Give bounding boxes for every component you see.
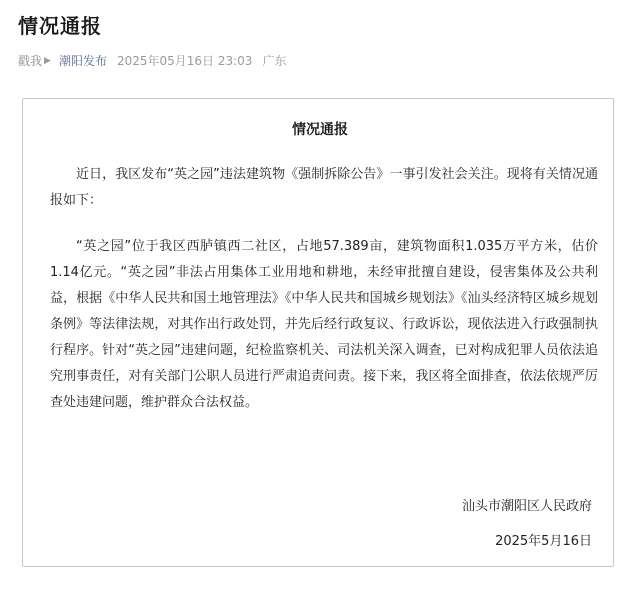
page-title: 情况通报 — [18, 14, 102, 38]
article-meta — [18, 52, 286, 70]
notice-paragraph: “英之园”位于我区西胪镇西二社区，占地57.389亩，建筑物面积1.035万平方米，估价1.14亿元。“英之园”非法占用集体工业用地和耕地，未经审批擅自建设，侵害集体及公共利益，根据《中华人民共和国土地管理法》《中华人民共和国城乡规划法》《汕头经济特区城乡规划条例》等法律法规，对其作出行政处罚，并先后经行政复议、行政诉讼，现依法进入行政强制执行程序。针对“英之园”违建问题，纪检监察机关、司法机关深入调查，已对构成犯罪人员依法追究刑事责任，对有关部门公职人员进行严肃追责问责。接下来，我区将全面排查，依法依规严厉查处违建问题，维护群众合法权益。 — [50, 239, 598, 410]
channel-link[interactable]: 潮阳发布 — [58, 54, 107, 68]
notice-date: 2025年5月16日 — [495, 534, 592, 549]
notice-signature: 汕头市潮阳区人民政府 — [461, 499, 592, 514]
source-link[interactable]: 戳我 — [18, 54, 43, 68]
publish-time: 2025年05月16日 23:03 — [116, 54, 253, 68]
play-triangle-icon: ▶ — [44, 56, 51, 66]
notice-body — [50, 162, 598, 416]
publish-location: 广东 — [262, 54, 287, 68]
notice-heading: 情况通报 — [292, 122, 348, 138]
notice-paragraph: 近日，我区发布“英之园”违法建筑物《强制拆除公告》一事引发社会关注。现将有关情况通报如下： — [50, 167, 598, 208]
